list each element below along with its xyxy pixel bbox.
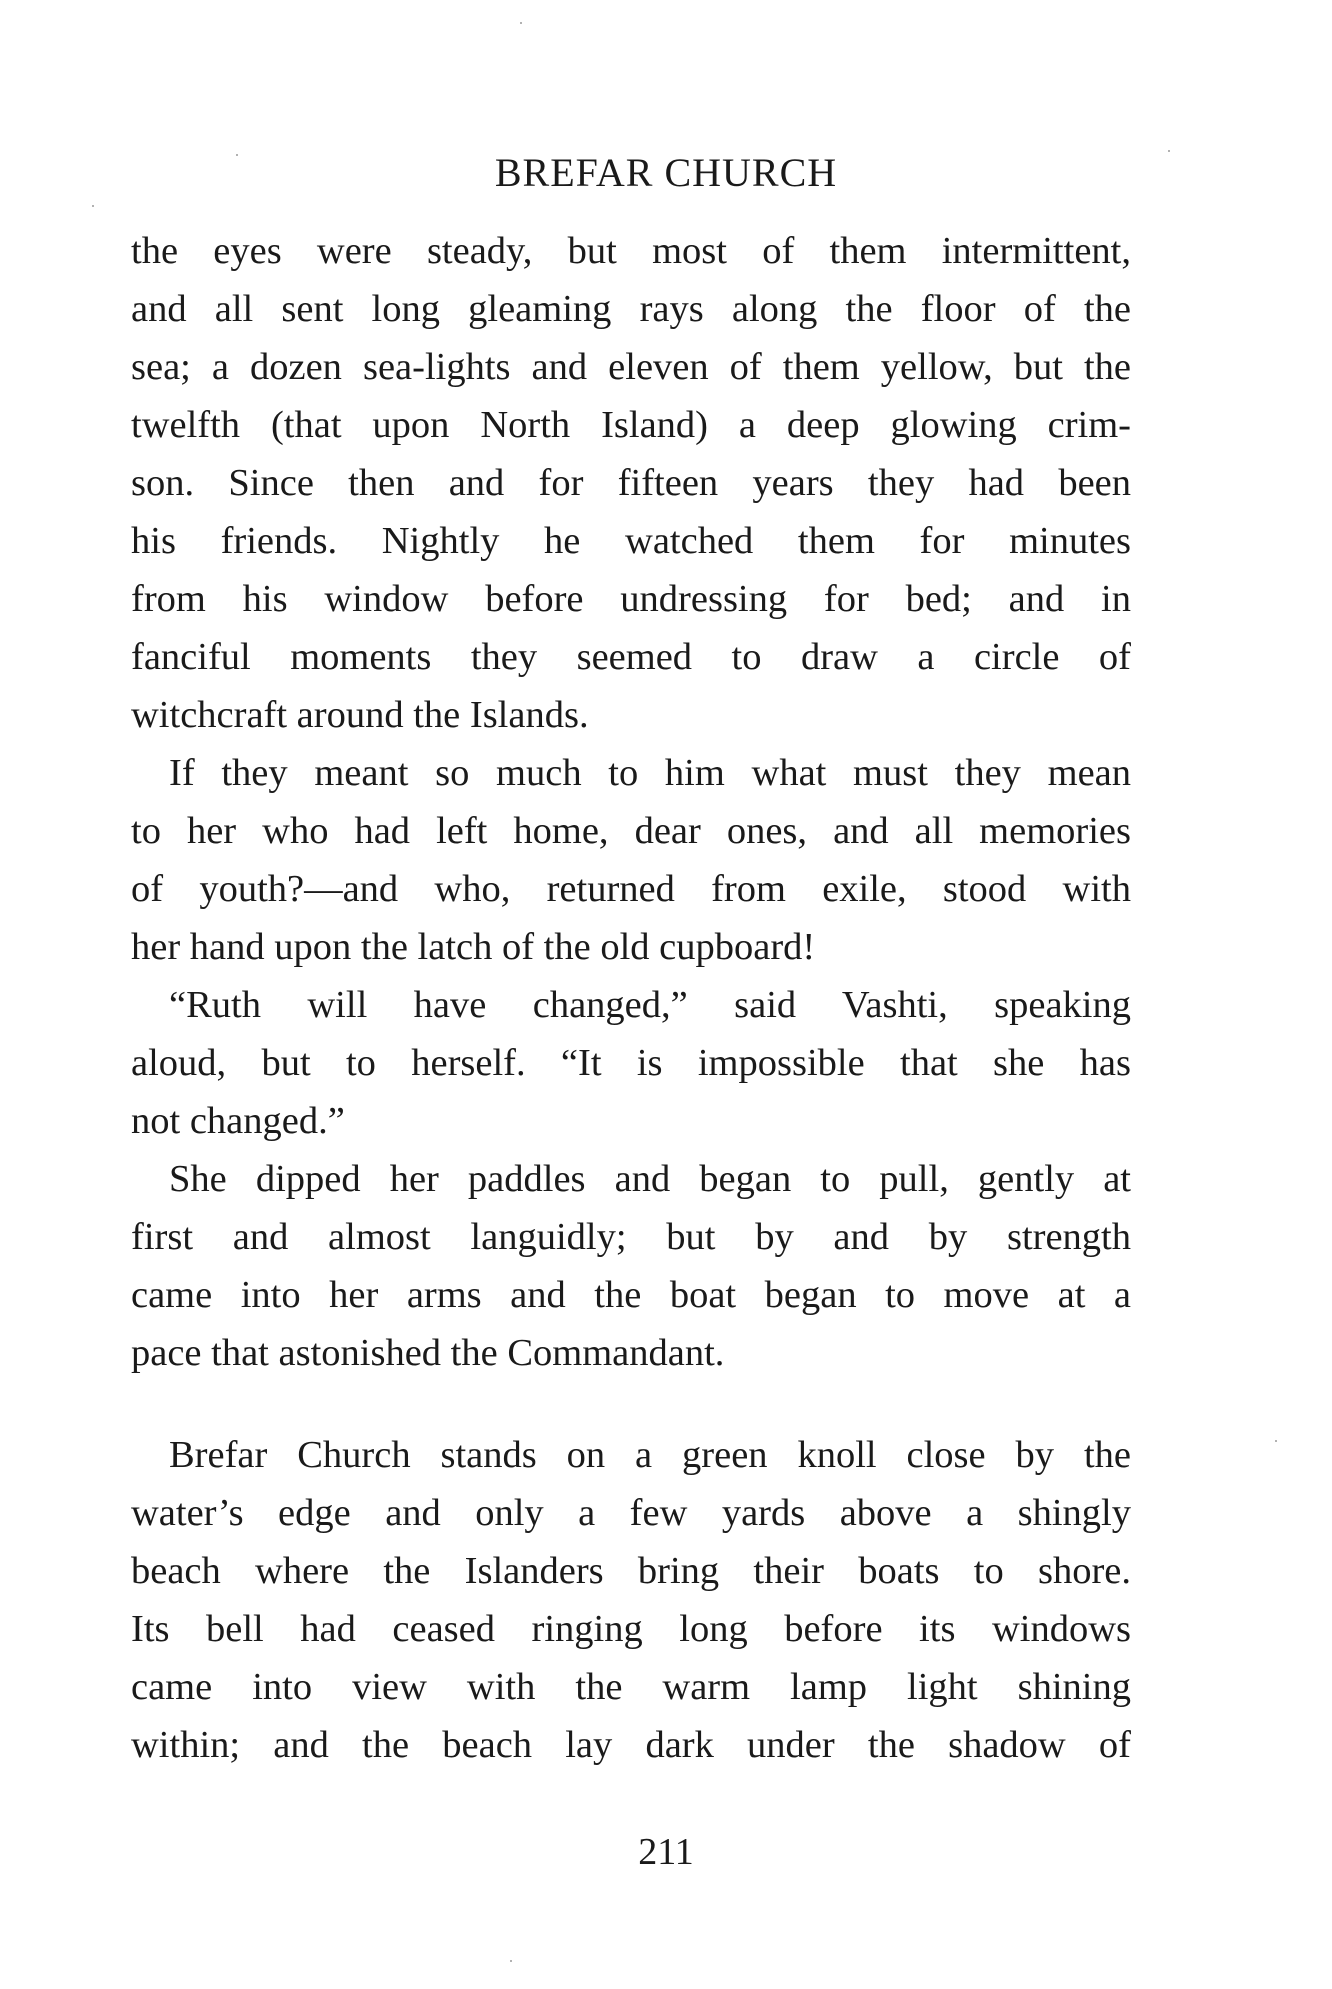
text-line: the eyes were steady, but most of them intermittent, [131, 230, 1131, 272]
text-line: witchcraft around the Islands. [131, 694, 589, 736]
paper-speck [92, 205, 94, 207]
text-line: fanciful moments they seemed to draw a circle of [131, 636, 1131, 678]
paper-speck [1168, 150, 1170, 152]
text-line: sea; a dozen sea-lights and eleven of them yellow, but the [131, 346, 1131, 388]
text-line: son. Since then and for fifteen years they had been [131, 462, 1131, 504]
text-line: water’s edge and only a few yards above a shingly [131, 1492, 1131, 1534]
text-section-2 [131, 1426, 1131, 1774]
text-line: her hand upon the latch of the old cupboard! [131, 926, 816, 968]
text-line: If they meant so much to him what must they mean [169, 752, 1131, 794]
text-line: Brefar Church stands on a green knoll close by the [169, 1434, 1131, 1476]
text-line: pace that astonished the Commandant. [131, 1332, 725, 1374]
text-line: first and almost languidly; but by and by strength [131, 1216, 1131, 1258]
text-line: from his window before undressing for bed; and in [131, 578, 1131, 620]
text-line: aloud, but to herself. “It is impossible that she has [131, 1042, 1131, 1084]
text-line: She dipped her paddles and began to pull, gently at [169, 1158, 1131, 1200]
text-line: “Ruth will have changed,” said Vashti, speaking [169, 984, 1131, 1026]
paper-speck [1275, 1440, 1277, 1442]
text-line: came into her arms and the boat began to move at a [131, 1274, 1131, 1316]
text-line: twelfth (that upon North Island) a deep glowing crim- [131, 404, 1131, 446]
text-line: Its bell had ceased ringing long before its windows [131, 1608, 1131, 1650]
paper-speck [236, 154, 238, 156]
text-line: his friends. Nightly he watched them for minutes [131, 520, 1131, 562]
text-section-1 [131, 222, 1131, 1382]
paper-speck [510, 1960, 512, 1962]
text-line: not changed.” [131, 1100, 345, 1142]
page-number: 211 [638, 1831, 694, 1873]
text-line: came into view with the warm lamp light shining [131, 1666, 1131, 1708]
text-line: of youth?—and who, returned from exile, stood with [131, 868, 1131, 910]
text-line: beach where the Islanders bring their boats to shore. [131, 1550, 1131, 1592]
text-line: within; and the beach lay dark under the shadow of [131, 1724, 1131, 1766]
paper-speck [520, 22, 522, 24]
running-head: BREFAR CHURCH [494, 150, 838, 195]
text-line: and all sent long gleaming rays along the floor of the [131, 288, 1131, 330]
text-line: to her who had left home, dear ones, and all memories [131, 810, 1131, 852]
